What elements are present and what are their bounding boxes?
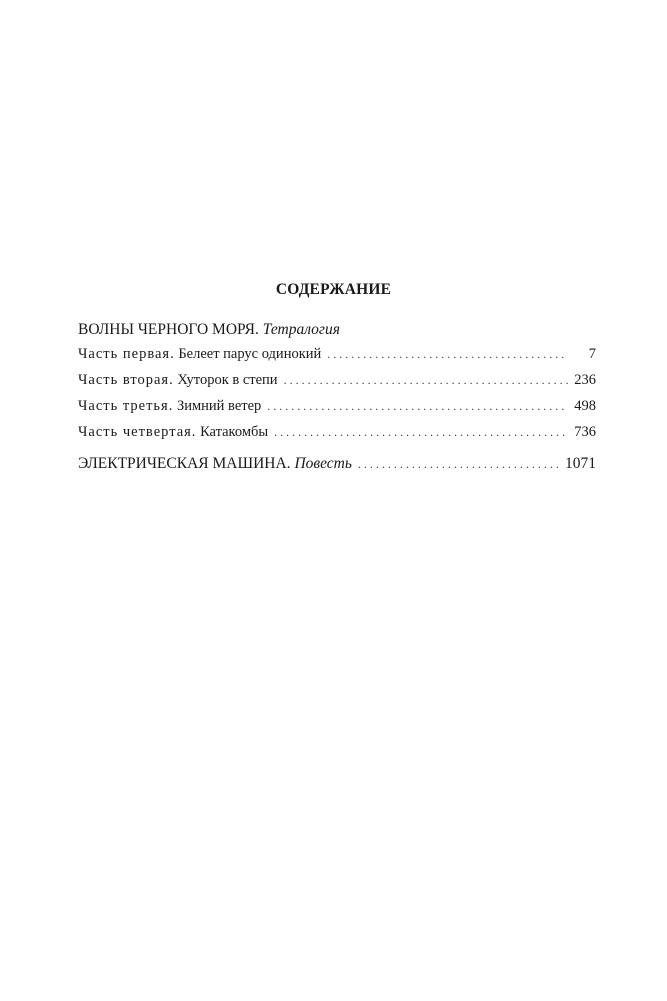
dot-leader [327, 344, 568, 364]
page-number: 736 [574, 424, 596, 440]
toc-title: СОДЕРЖАНИЕ [275, 281, 392, 298]
dot-leader [267, 396, 568, 416]
page-number: 236 [574, 372, 596, 388]
table-of-contents [78, 320, 596, 480]
toc-entry-part-2 [78, 370, 596, 396]
part-number: Часть третья. [78, 398, 174, 414]
page-number: 1071 [565, 455, 596, 472]
work-heading-waves [78, 320, 596, 344]
work-title: ЭЛЕКТРИЧЕСКАЯ МАШИНА. [78, 455, 291, 472]
part-number: Часть первая. [78, 346, 175, 362]
dot-leader [358, 454, 559, 474]
part-name: Хуторок в степи [177, 372, 278, 388]
page-number: 7 [588, 346, 596, 362]
toc-entry-part-4 [78, 422, 596, 448]
work-title: ВОЛНЫ ЧЕРНОГО МОРЯ. [78, 321, 259, 338]
work-subtitle: Тетралогия [262, 321, 340, 338]
part-number: Часть вторая. [78, 372, 174, 388]
dot-leader [284, 370, 568, 390]
part-name: Белеет парус одинокий [178, 346, 322, 362]
part-number: Часть четвертая. [78, 424, 197, 440]
toc-entry-part-1 [78, 344, 596, 370]
toc-entry-part-3 [78, 396, 596, 422]
page-number: 498 [574, 398, 596, 414]
work-subtitle: Повесть [294, 455, 352, 472]
part-name: Катакомбы [200, 424, 269, 440]
part-name: Зимний ветер [176, 398, 262, 414]
dot-leader [274, 422, 568, 442]
toc-entry-electric-machine [78, 454, 596, 480]
